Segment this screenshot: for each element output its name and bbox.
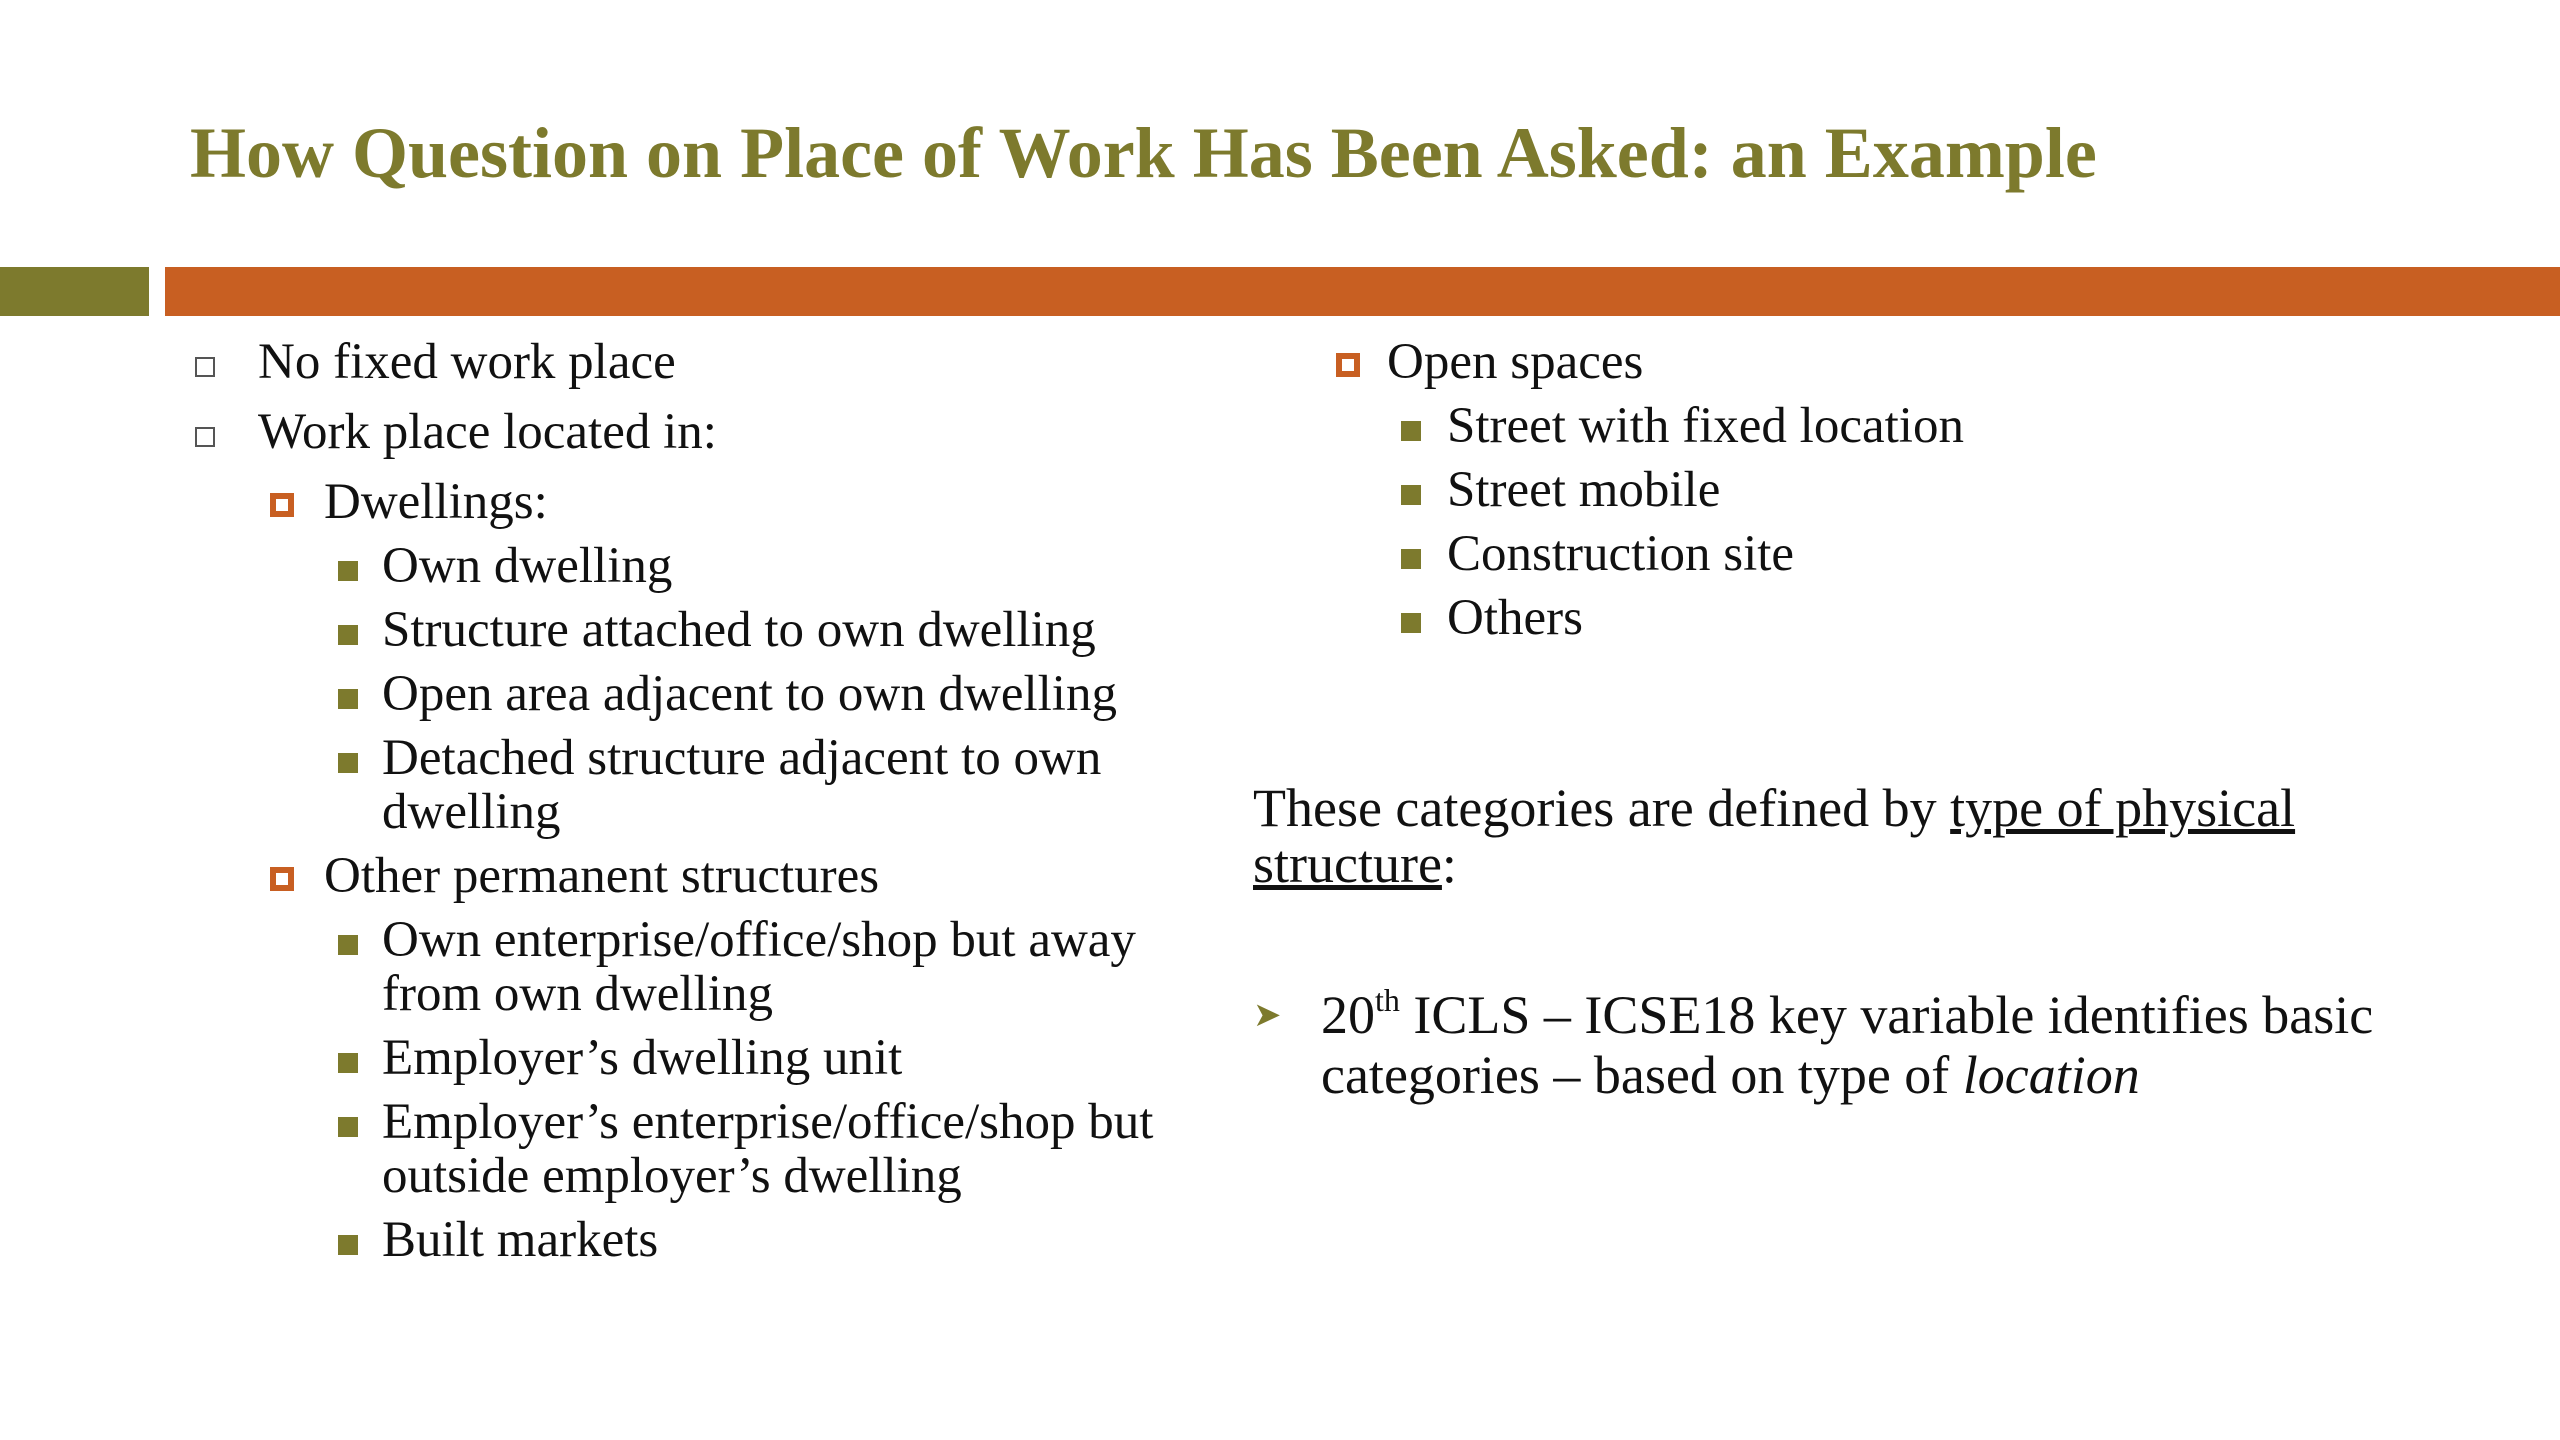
list-item-open-1: Street mobile (1330, 463, 2530, 517)
list-item-dwelling-1: Structure attached to own dwelling (190, 603, 1250, 657)
slide-title: How Question on Place of Work Has Been Asked: an Example (190, 113, 2097, 193)
list-item-open-2: Construction site (1330, 527, 2530, 581)
title-bar-green (0, 267, 149, 316)
list-item-no-fixed: No fixed work place (190, 335, 1250, 389)
list-item-permanent-0: Own enterprise/office/shop but away from own dwelling (190, 913, 1212, 1021)
list-item-permanent-3: Built markets (190, 1213, 1250, 1267)
arrowhead-icon: ➤ (1253, 997, 1282, 1034)
title-bar-orange (165, 267, 2560, 316)
olive-square-icon (338, 1053, 358, 1073)
list-item-permanent-2: Employer’s enterprise/office/shop but outside employer’s dwelling (190, 1095, 1212, 1203)
list-item-dwelling-3: Detached structure adjacent to own dwelling (190, 731, 1132, 839)
icls-note (1253, 982, 2453, 1105)
olive-square-icon (1401, 549, 1421, 569)
list-item-open-3: Others (1330, 591, 2530, 645)
hollow-square-icon (195, 357, 215, 377)
orange-square-icon (270, 493, 294, 517)
list-item-dwellings: Dwellings: (190, 475, 1250, 529)
list-item-open-spaces: Open spaces (1330, 335, 2530, 389)
list-item-permanent-1: Employer’s dwelling unit (190, 1031, 1250, 1085)
list-item-permanent: Other permanent structures (190, 849, 1250, 903)
hollow-square-icon (195, 427, 215, 447)
list-item-dwelling-2: Open area adjacent to own dwelling (190, 667, 1250, 721)
olive-square-icon (338, 561, 358, 581)
orange-square-icon (1336, 353, 1360, 377)
olive-square-icon (338, 935, 358, 955)
right-column (1330, 335, 2530, 655)
definition-underlined: type of physical structure (1253, 778, 2296, 894)
icls-note-text: 20th ICLS – ICSE18 key variable identifies basic categories – based on type of location (1321, 982, 2374, 1105)
olive-square-icon (1401, 613, 1421, 633)
definition-text: These categories are defined by type of physical structure: (1253, 778, 2296, 894)
olive-square-icon (338, 625, 358, 645)
olive-square-icon (338, 1235, 358, 1255)
olive-square-icon (1401, 421, 1421, 441)
list-item-work-place: Work place located in: (190, 405, 1250, 459)
left-column (190, 335, 1250, 1277)
orange-square-icon (270, 867, 294, 891)
list-item-open-0: Street with fixed location (1330, 399, 2530, 453)
olive-square-icon (1401, 485, 1421, 505)
olive-square-icon (338, 753, 358, 773)
olive-square-icon (338, 1117, 358, 1137)
olive-square-icon (338, 689, 358, 709)
list-item-dwelling-0: Own dwelling (190, 539, 1250, 593)
